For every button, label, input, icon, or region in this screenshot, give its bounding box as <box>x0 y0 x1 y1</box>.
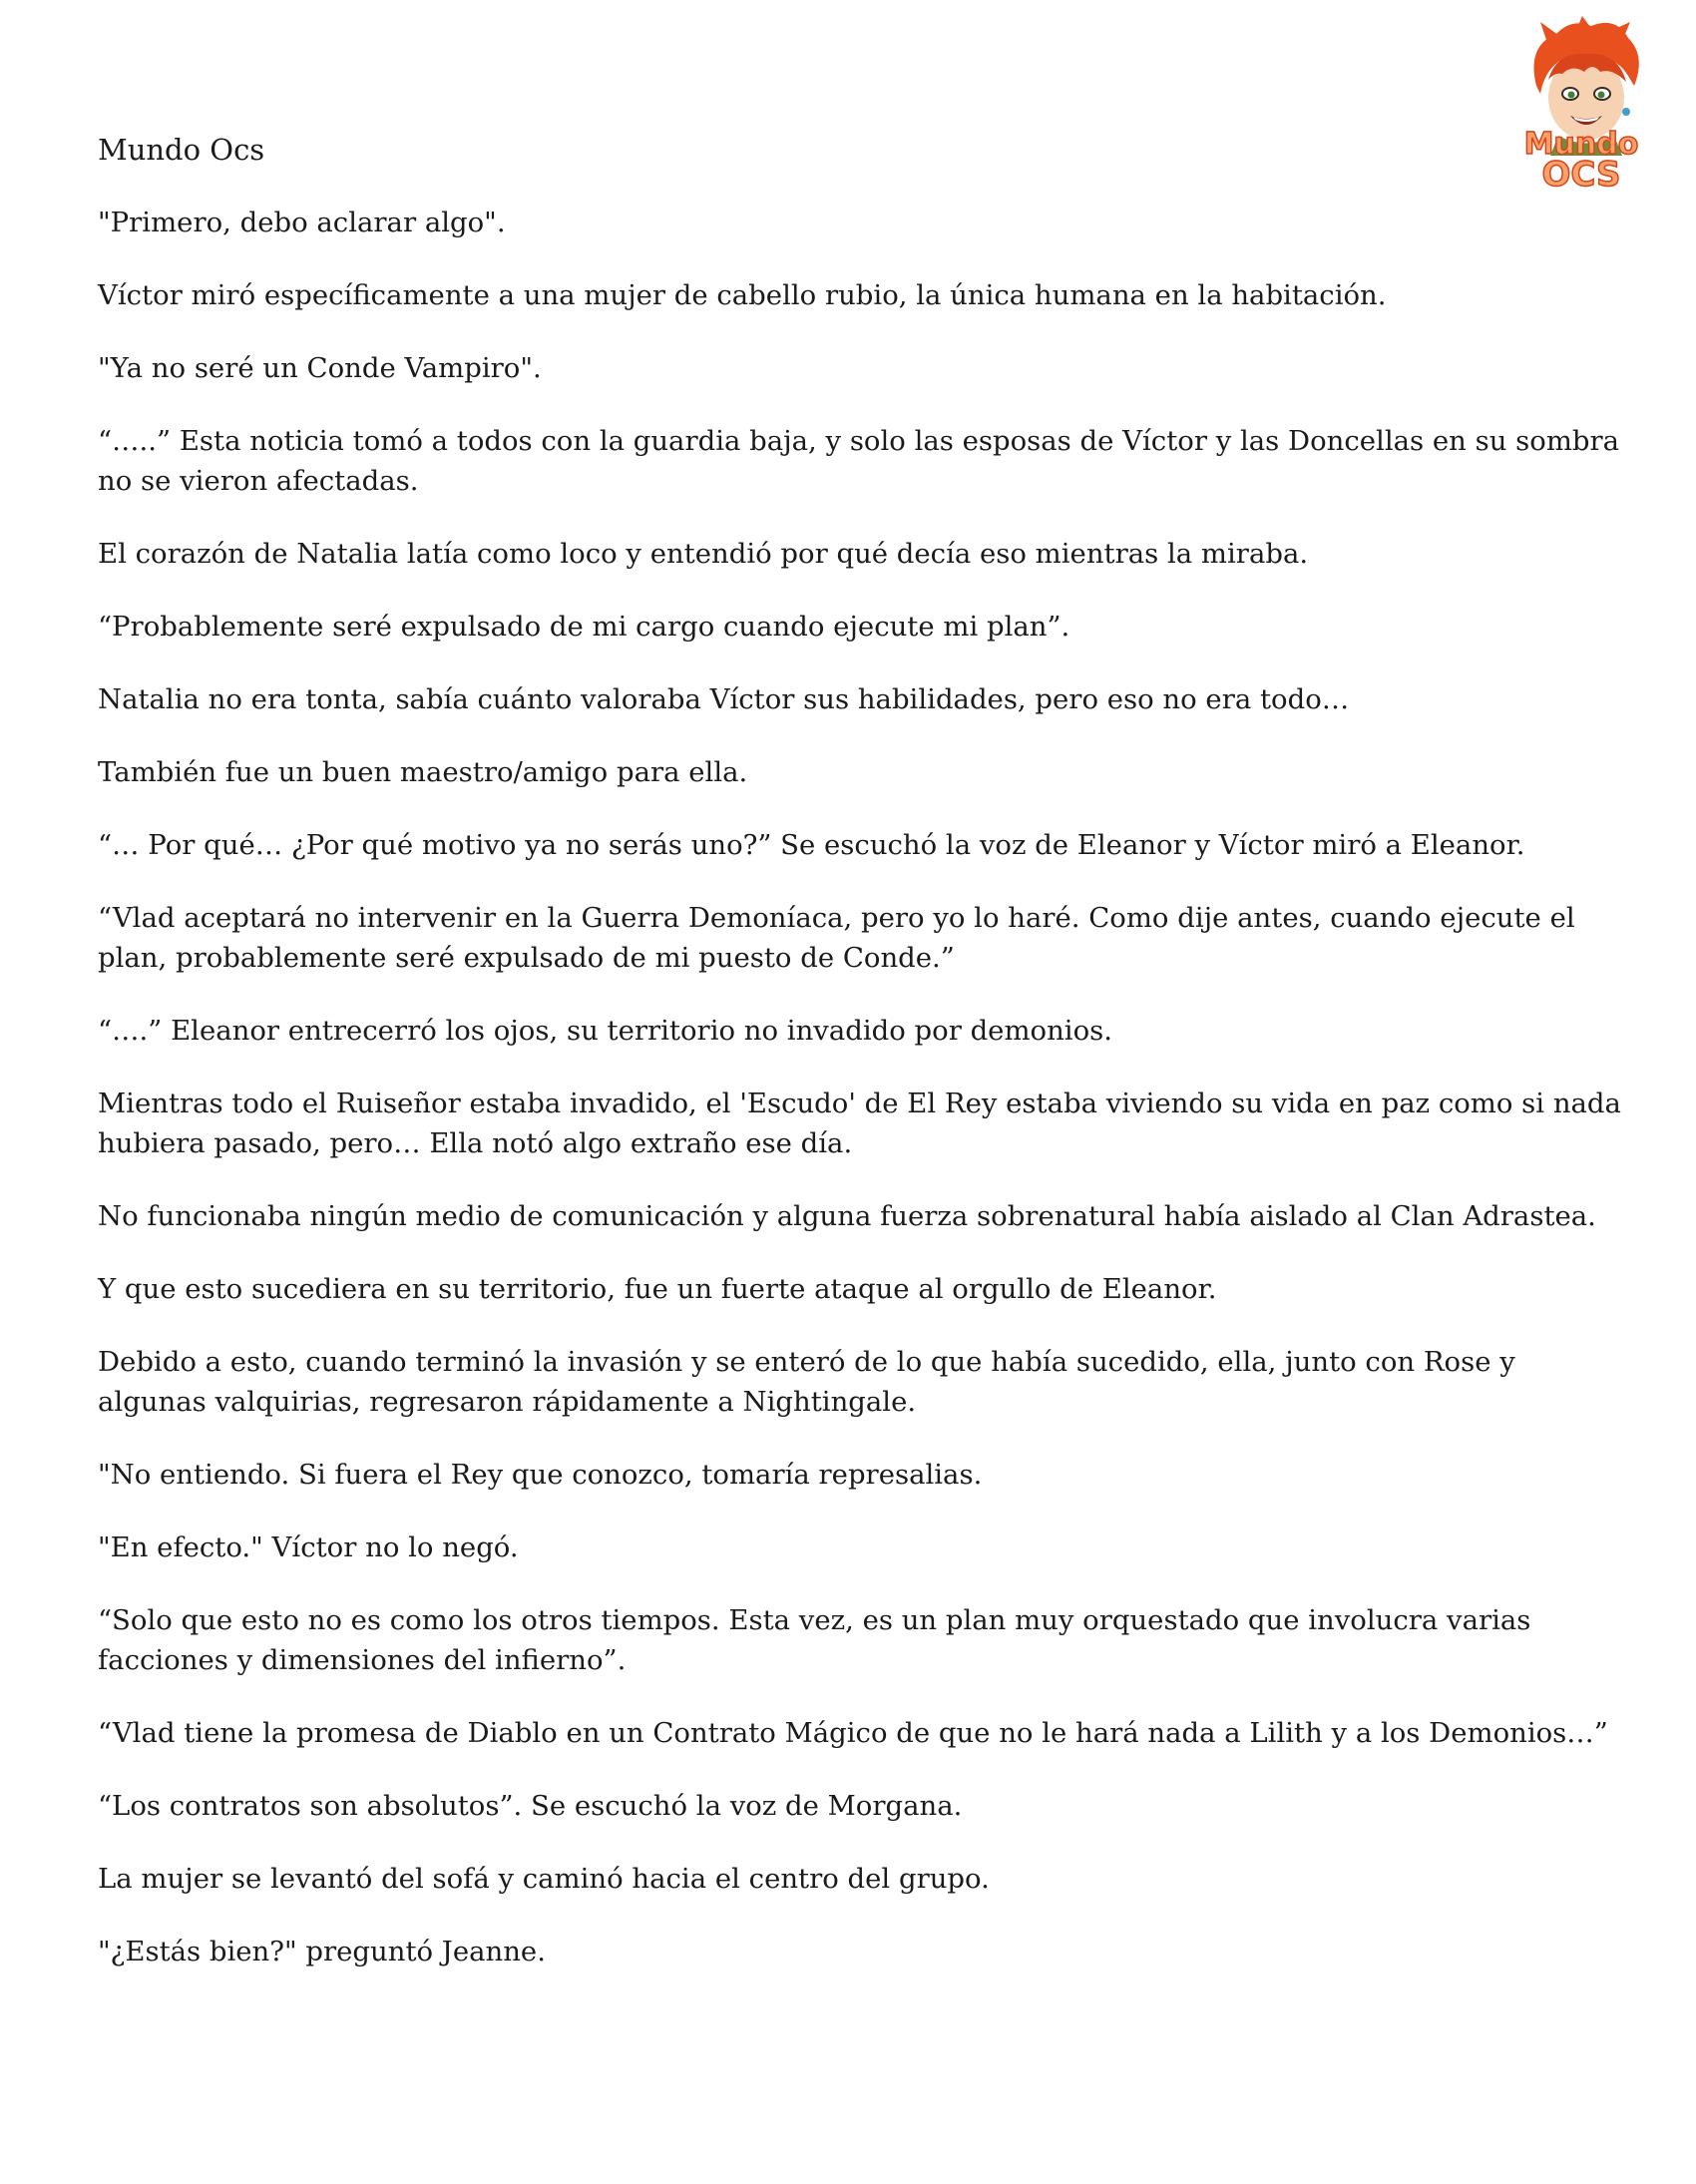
page-header: Mundo Ocs <box>98 133 265 167</box>
paragraph: “…..” Esta noticia tomó a todos con la guardia baja, y solo las esposas de Víctor y las Doncellas en su sombra no se vieron afectadas. <box>98 425 1620 497</box>
paragraph: “Probablemente seré expulsado de mi cargo cuando ejecute mi plan”. <box>98 611 1070 643</box>
paragraph: Víctor miró específicamente a una mujer de cabello rubio, la única humana en la habitación. <box>98 279 1387 311</box>
paragraph: “Vlad tiene la promesa de Diablo en un Contrato Mágico de que no le hará nada a Lilith y a los Demonios…” <box>98 1717 1608 1749</box>
paragraph: Y que esto sucediera en su territorio, fue un fuerte ataque al orgullo de Eleanor. <box>98 1273 1217 1305</box>
paragraph: "¿Estás bien?" preguntó Jeanne. <box>98 1936 546 1967</box>
paragraph: También fue un buen maestro/amigo para ella. <box>98 756 748 788</box>
logo-text-top: Mundo <box>1523 127 1639 162</box>
paragraph: “… Por qué… ¿Por qué motivo ya no serás uno?” Se escuchó la voz de Eleanor y Víctor miró a Eleanor. <box>98 829 1525 861</box>
document-body <box>98 203 1624 2004</box>
paragraph: Natalia no era tonta, sabía cuánto valoraba Víctor sus habilidades, pero eso no era todo… <box>98 683 1350 715</box>
mundo-ocs-logo <box>1496 16 1666 191</box>
paragraph: "Primero, debo aclarar algo". <box>98 207 506 238</box>
paragraph: El corazón de Natalia latía como loco y entendió por qué decía eso mientras la miraba. <box>98 538 1309 570</box>
paragraph: "En efecto." Víctor no lo negó. <box>98 1531 519 1563</box>
paragraph: "No entiendo. Si fuera el Rey que conozco, tomaría represalias. <box>98 1459 983 1491</box>
paragraph: “Solo que esto no es como los otros tiempos. Esta vez, es un plan muy orquestado que involucra varias facciones y dimensiones del infierno”. <box>98 1604 1531 1676</box>
paragraph: Mientras todo el Ruiseñor estaba invadido, el 'Escudo' de El Rey estaba viviendo su vida en paz como si nada hubiera pasado, pero… Ella notó algo extraño ese día. <box>98 1088 1621 1159</box>
paragraph: "Ya no seré un Conde Vampiro". <box>98 352 542 384</box>
paragraph: “….” Eleanor entrecerró los ojos, su territorio no invadido por demonios. <box>98 1015 1113 1047</box>
logo-text-bottom: OCS <box>1541 155 1621 191</box>
paragraph: “Vlad aceptará no intervenir en la Guerra Demoníaca, pero yo lo haré. Como dije antes, cuando ejecute el plan, probablemente seré expulsado de mi puesto de Conde.” <box>98 902 1575 974</box>
paragraph: La mujer se levantó del sofá y caminó hacia el centro del grupo. <box>98 1863 990 1895</box>
paragraph: “Los contratos son absolutos”. Se escuchó la voz de Morgana. <box>98 1790 963 1822</box>
paragraph: Debido a esto, cuando terminó la invasión y se enteró de lo que había sucedido, ella, junto con Rose y algunas valquirias, regresaron rápidamente a Nightingale. <box>98 1346 1515 1418</box>
paragraph: No funcionaba ningún medio de comunicación y alguna fuerza sobrenatural había aislado al Clan Adrastea. <box>98 1200 1596 1232</box>
